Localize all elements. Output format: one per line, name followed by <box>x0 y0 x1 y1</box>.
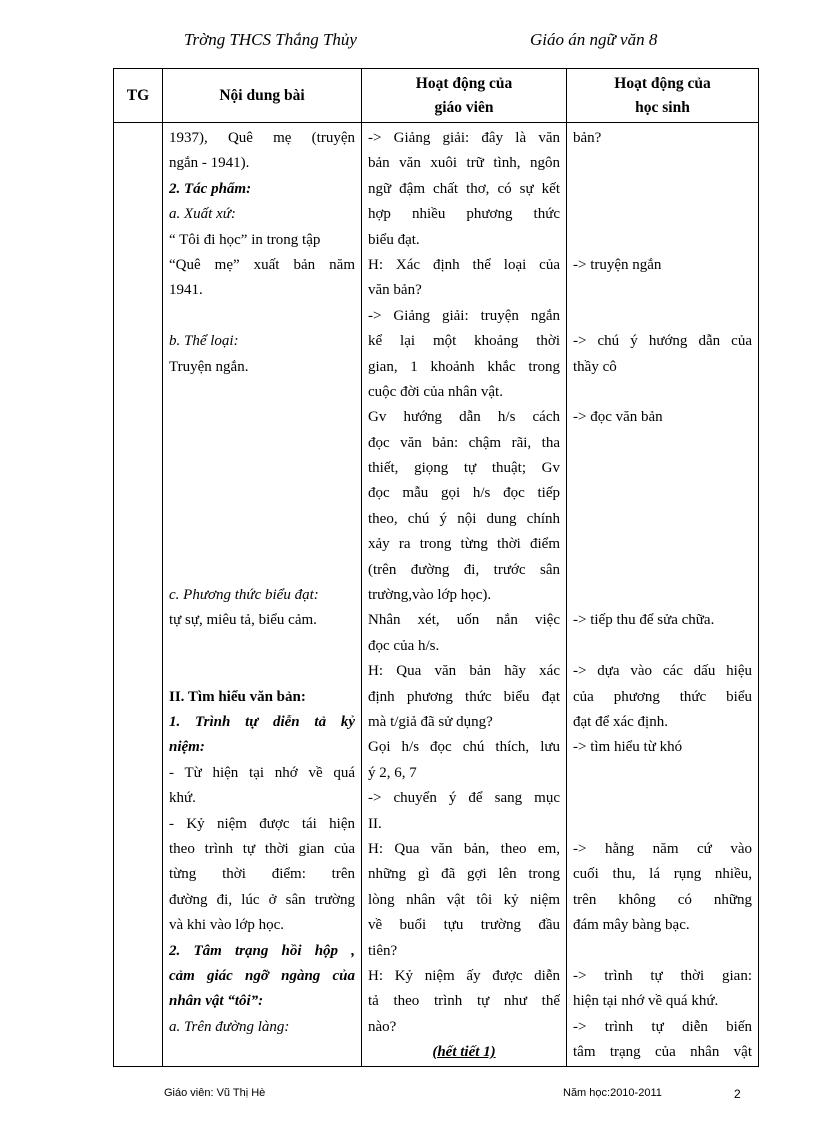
teacher-line: (trên đường đi, trước sân <box>368 561 560 578</box>
teacher-line: theo, chú ý nội dung chính <box>368 510 560 527</box>
student-line: -> truyện ngắn <box>573 256 662 273</box>
teacher-line: tả theo trình tự như thế <box>368 993 560 1010</box>
teacher-line: H: Qua văn bản hãy xác <box>368 663 560 680</box>
student-line <box>573 532 752 557</box>
student-line <box>573 304 752 329</box>
teacher-line: cuộc đời của nhân vật. <box>368 383 503 400</box>
content-line: và khi vào lớp học. <box>169 917 284 934</box>
teacher-line: xảy ra trong từng thời điểm <box>368 536 560 553</box>
teacher-line: (hết tiết 1) <box>432 1044 496 1061</box>
content-line: khứ. <box>169 790 196 807</box>
teacher-line: về buổi tựu trường đầu <box>368 917 560 934</box>
student-line: -> tìm hiểu từ khó <box>573 739 683 756</box>
teacher-line: lòng nhân vật tôi kỷ niệm <box>368 891 560 908</box>
teacher-line: định phương thức biểu đạt <box>368 688 560 705</box>
student-line: đạt để xác định. <box>573 713 668 730</box>
content-line: ngắn - 1941). <box>169 155 250 172</box>
student-line <box>573 380 752 405</box>
content-line: 1. Trình tự diễn tả kỷ <box>169 713 355 730</box>
content-line: a. Trên đường làng: <box>169 1018 290 1035</box>
student-line: tâm trạng của nhân vật <box>573 1044 752 1061</box>
student-line <box>573 177 752 202</box>
content-line: từng thời điểm: trên <box>169 866 355 883</box>
student-line: -> chú ý hướng dẫn của <box>573 333 752 350</box>
student-line <box>573 786 752 811</box>
content-line <box>169 304 355 329</box>
footer-year: Năm học:2010-2011 <box>563 1087 662 1099</box>
header-content: Nội dung bài <box>163 69 362 123</box>
student-line <box>573 558 752 583</box>
content-line: - Kỷ niệm được tái hiện <box>169 815 355 832</box>
tg-cell <box>114 123 163 1067</box>
student-line: -> đọc văn bản <box>573 409 663 426</box>
header-student-line2: học sinh <box>635 98 690 116</box>
student-line: của phương thức biểu <box>573 688 752 705</box>
teacher-line: đọc mẫu gọi h/s đọc tiếp <box>368 485 560 502</box>
teacher-line: Gv hướng dẫn h/s cách <box>368 409 560 426</box>
footer-teacher: Giáo viên: Vũ Thị Hè <box>164 1087 266 1099</box>
content-line <box>169 634 355 659</box>
content-line <box>169 558 355 583</box>
student-line <box>573 456 752 481</box>
student-line: -> hằng năm cứ vào <box>573 840 752 857</box>
content-line <box>169 659 355 684</box>
student-line: -> dựa vào các dấu hiệu <box>573 663 752 680</box>
content-line <box>169 431 355 456</box>
student-column <box>567 123 759 1067</box>
teacher-line: đọc của h/s. <box>368 637 440 654</box>
teacher-line: Gọi h/s đọc chú thích, lưu <box>368 739 560 756</box>
content-line: theo trình tự thời gian của <box>169 840 355 857</box>
teacher-line: bản văn xuôi trữ tình, ngôn <box>368 155 560 172</box>
content-line <box>169 532 355 557</box>
table-body-row <box>114 123 759 1067</box>
teacher-line: đọc văn bản: chậm rãi, tha <box>368 434 560 451</box>
teacher-line: tiên? <box>368 942 398 959</box>
content-line: 2. Tác phẩm: <box>169 180 252 197</box>
teacher-line: -> Giảng giải: đây là văn <box>368 130 560 146</box>
content-line: a. Xuất xứ: <box>169 206 236 223</box>
content-line <box>169 481 355 506</box>
teacher-line: ý 2, 6, 7 <box>368 764 417 781</box>
content-line: cảm giác ngỡ ngàng của <box>169 967 355 984</box>
student-line: -> tiếp thu để sửa chữa. <box>573 612 715 629</box>
teacher-line: văn bản? <box>368 282 422 299</box>
teacher-line: những gì đã gợi lên trong <box>368 866 560 883</box>
header-teacher-line1: Hoạt động của <box>415 74 513 92</box>
content-line: - Từ hiện tại nhớ về quá <box>169 764 355 781</box>
header-teacher-line2: giáo viên <box>434 98 494 116</box>
content-line: tự sự, miêu tả, biểu cảm. <box>169 612 317 629</box>
content-line: II. Tìm hiểu văn bản: <box>169 688 306 705</box>
student-line <box>573 939 752 964</box>
teacher-line: biểu đạt. <box>368 231 420 248</box>
teacher-line: nào? <box>368 1018 397 1035</box>
content-line: 2. Tâm trạng hồi hộp , <box>169 942 355 959</box>
student-line: cuối thu, lá rụng nhiều, <box>573 866 752 883</box>
student-line: -> trình tự thời gian: <box>573 967 752 984</box>
header-tg: TG <box>114 69 163 123</box>
content-line: 1937), Quê mẹ (truyện <box>169 130 355 146</box>
student-line: hiện tại nhớ về quá khứ. <box>573 993 719 1010</box>
content-line: 1941. <box>169 282 203 299</box>
student-line <box>573 761 752 786</box>
teacher-line: kể lại một khoảng thời <box>368 333 560 350</box>
content-line <box>169 456 355 481</box>
teacher-line: -> Giảng giải: truyện ngắn <box>368 307 560 324</box>
student-line <box>573 431 752 456</box>
content-line <box>169 507 355 532</box>
student-line <box>573 202 752 227</box>
student-line: trên không có những <box>573 891 752 908</box>
teacher-line: H: Qua văn bản, theo em, <box>368 840 560 857</box>
student-line: -> trình tự diễn biến <box>573 1018 752 1035</box>
content-column <box>163 123 362 1067</box>
teacher-line: H: Xác định thể loại của <box>368 256 560 273</box>
content-line: “Quê mẹ” xuất bản năm <box>169 256 355 273</box>
teacher-line: hợp nhiều phương thức <box>368 206 560 223</box>
content-line: niệm: <box>169 739 205 756</box>
lesson-table <box>113 68 759 1067</box>
content-line: c. Phương thức biểu đạt: <box>169 587 319 604</box>
teacher-line: Nhân xét, uốn nắn việc <box>368 612 560 629</box>
teacher-line: gian, 1 khoảnh khắc trong <box>368 358 560 375</box>
content-line: đường đi, lúc ở sân trường <box>169 891 355 908</box>
content-line <box>169 380 355 405</box>
header-teacher <box>362 69 567 123</box>
student-line <box>573 634 752 659</box>
student-line <box>573 151 752 176</box>
table-header-row <box>114 69 759 123</box>
student-line <box>573 481 752 506</box>
student-line <box>573 583 752 608</box>
teacher-line: ngữ đậm chất thơ, có sự kết <box>368 180 560 197</box>
header-subject: Giáo án ngữ văn 8 <box>530 30 658 49</box>
student-line <box>573 278 752 303</box>
student-line <box>573 228 752 253</box>
header-school: Trờng THCS Thắng Thủy <box>184 30 357 49</box>
student-line: bản? <box>573 130 602 146</box>
teacher-line: -> chuyển ý để sang mục <box>368 790 560 807</box>
student-line <box>573 812 752 837</box>
header-student <box>567 69 759 123</box>
content-line <box>169 405 355 430</box>
page-number: 2 <box>734 1087 741 1101</box>
teacher-line: thiết, giọng tự thuật; Gv <box>368 460 560 477</box>
content-line: b. Thể loại: <box>169 333 239 350</box>
content-line: nhân vật “tôi”: <box>169 993 264 1010</box>
teacher-line: trường,vào lớp học). <box>368 587 492 604</box>
content-line: Truyện ngắn. <box>169 358 249 375</box>
header-student-line1: Hoạt động của <box>614 74 711 92</box>
student-line: đám mây bàng bạc. <box>573 917 690 934</box>
content-line: “ Tôi đi học” in trong tập <box>169 231 321 248</box>
teacher-line: H: Kỷ niệm ấy được diễn <box>368 967 560 984</box>
teacher-column <box>362 123 567 1067</box>
teacher-line: mà t/giả đã sử dụng? <box>368 713 493 730</box>
teacher-line: II. <box>368 815 382 832</box>
student-line: thầy cô <box>573 358 617 375</box>
student-line <box>573 507 752 532</box>
